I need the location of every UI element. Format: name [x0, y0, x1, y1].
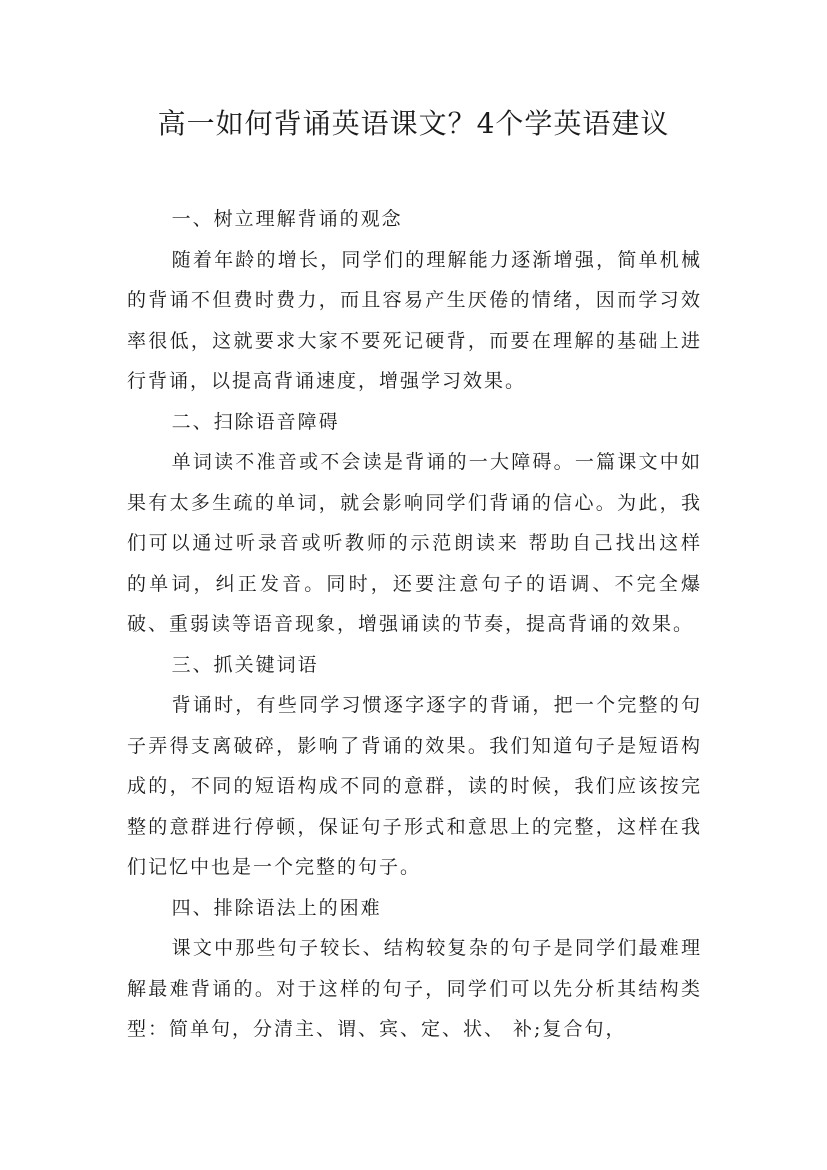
section-heading-2: 二、扫除语音障碍 — [171, 410, 340, 433]
section-heading-1: 一、树立理解背诵的观念 — [171, 208, 403, 230]
section-paragraph-4: 课文中那些句子较长、结构较复杂的句子是同学们最难理解最难背诵的。对于这样的句子，同学们可以先分析其结构类型：简单句，分清主、谓、宾、定、状、 补;复合句， — [127, 937, 702, 1040]
section-paragraph-1: 随着年龄的增长，同学们的理解能力逐渐增强，简单机械的背诵不但费时费力，而且容易产生厌倦的情绪，因而学习效率很低，这就要求大家不要死记硬背，而要在理解的基础上进行背诵，以提高背诵速度，增强学习效果。 — [127, 248, 702, 392]
section-heading-3: 三、抓关键词语 — [171, 653, 319, 676]
section-paragraph-3: 背诵时，有些同学习惯逐字逐字的背诵，把一个完整的句子弄得支离破碎，影响了背诵的效果。我们知道句子是短语构成的，不同的短语构成不同的意群，读的时候，我们应该按完整的意群进行停顿，保证句子形式和意思上的完整，这样在我们记忆中也是一个完整的句子。 — [127, 694, 702, 878]
section-paragraph-2: 单词读不准音或不会读是背诵的一大障碍。一篇课文中如果有太多生疏的单词，就会影响同学们背诵的信心。为此，我们可以通过听录音或听教师的示范朗读来 帮助自己找出这样的单词，纠正发音。同时，还要注意句子的语调、不完全爆破、重弱读等语音现象，增强诵读的节奏，提高背诵的效果。 — [127, 451, 702, 635]
section-heading-4: 四、排除语法上的困难 — [171, 896, 382, 919]
document-title: 高一如何背诵英语课文？4个学英语建议 — [157, 107, 670, 140]
document-body — [127, 199, 702, 1050]
